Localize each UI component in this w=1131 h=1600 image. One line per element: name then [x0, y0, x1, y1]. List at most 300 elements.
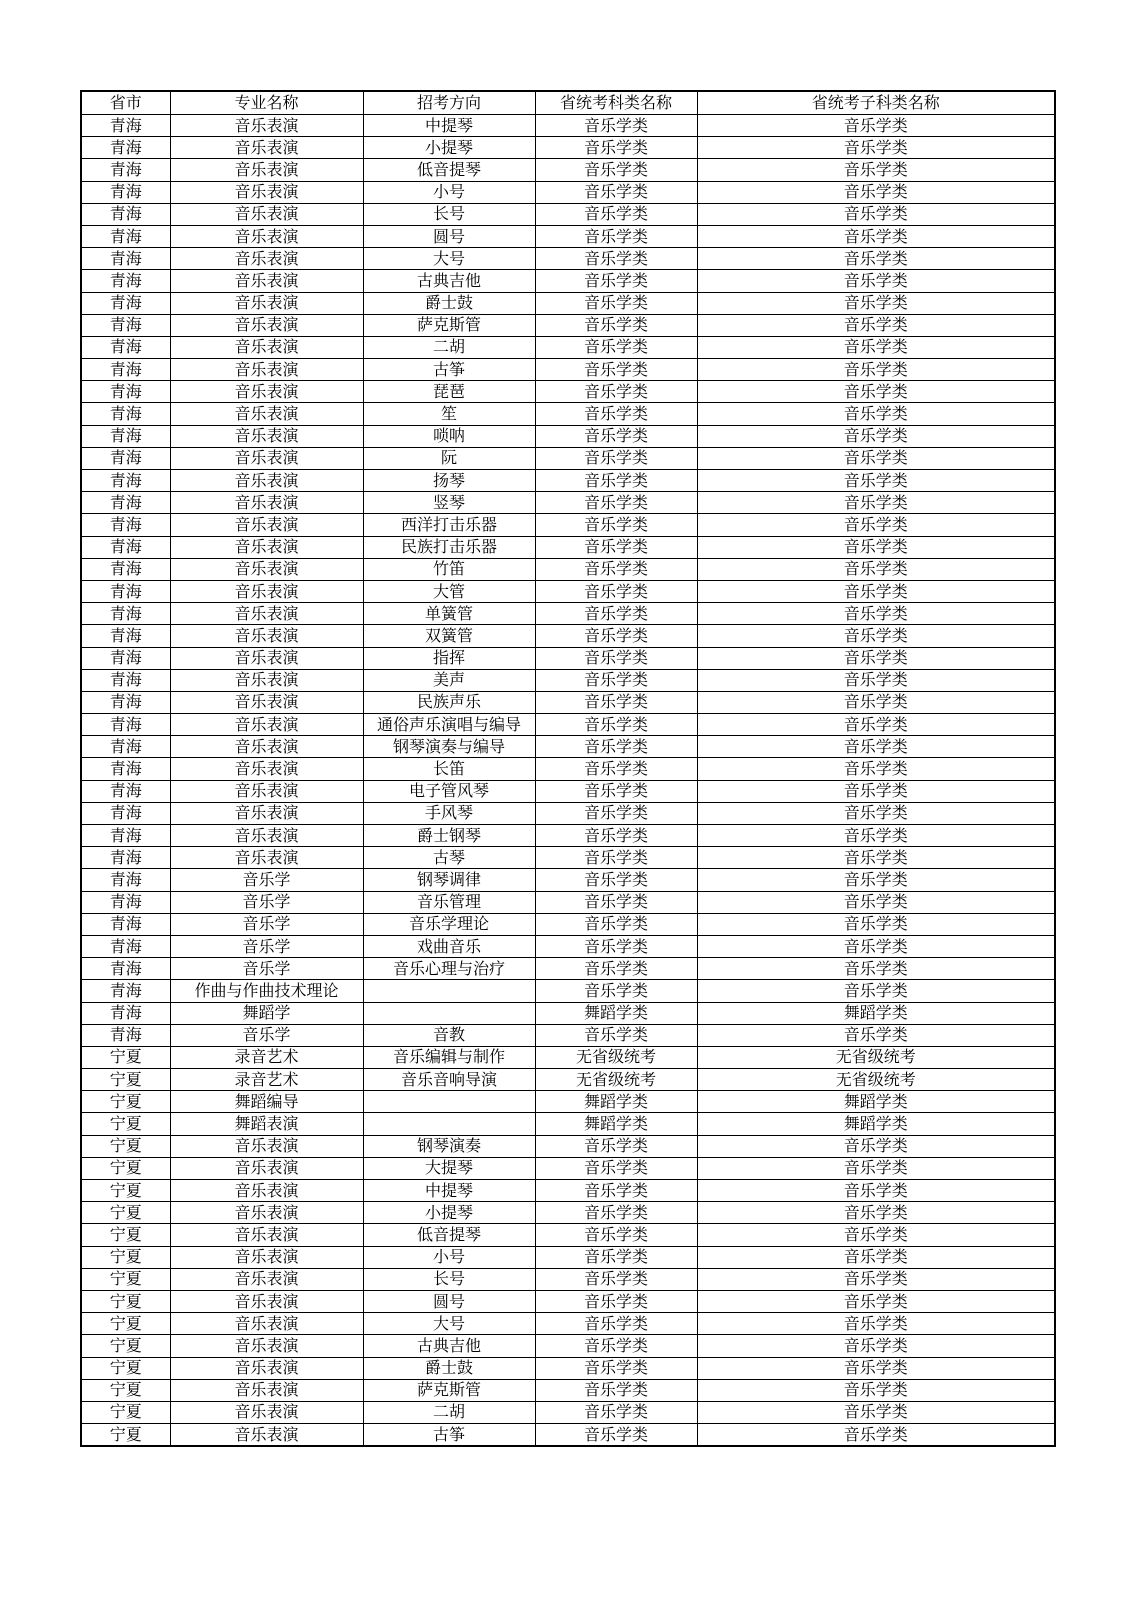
- cell-major-name: 音乐学: [170, 913, 363, 935]
- cell-province: 青海: [81, 536, 170, 558]
- table-row: [81, 980, 1055, 1002]
- cell-exam-category: 舞蹈学类: [535, 1002, 697, 1024]
- cell-exam-category: 音乐学类: [535, 1157, 697, 1179]
- cell-exam-subcategory: 音乐学类: [697, 825, 1055, 847]
- cell-exam-subcategory: 音乐学类: [697, 869, 1055, 891]
- cell-exam-subcategory: 音乐学类: [697, 669, 1055, 691]
- cell-exam-category: 音乐学类: [535, 1424, 697, 1447]
- cell-exam-category: 音乐学类: [535, 336, 697, 358]
- cell-major-name: 音乐表演: [170, 625, 363, 647]
- table-row: [81, 470, 1055, 492]
- cell-exam-subcategory: 音乐学类: [697, 1202, 1055, 1224]
- table-row: [81, 758, 1055, 780]
- cell-province: 青海: [81, 292, 170, 314]
- cell-exam-direction: 大提琴: [363, 1157, 535, 1179]
- cell-exam-direction: 音乐音响导演: [363, 1069, 535, 1091]
- cell-exam-direction: [363, 1113, 535, 1135]
- cell-exam-subcategory: 音乐学类: [697, 780, 1055, 802]
- cell-province: 青海: [81, 714, 170, 736]
- table-row: [81, 1024, 1055, 1046]
- cell-province: 青海: [81, 470, 170, 492]
- cell-major-name: 音乐表演: [170, 758, 363, 780]
- cell-province: 青海: [81, 736, 170, 758]
- cell-major-name: 音乐表演: [170, 292, 363, 314]
- cell-major-name: 音乐表演: [170, 137, 363, 159]
- table-row: [81, 536, 1055, 558]
- table-row: [81, 1002, 1055, 1024]
- cell-exam-subcategory: 音乐学类: [697, 403, 1055, 425]
- cell-exam-subcategory: 舞蹈学类: [697, 1113, 1055, 1135]
- cell-exam-category: 音乐学类: [535, 869, 697, 891]
- cell-exam-category: 音乐学类: [535, 314, 697, 336]
- table-row: [81, 1046, 1055, 1068]
- cell-exam-direction: 二胡: [363, 1401, 535, 1423]
- cell-exam-subcategory: 音乐学类: [697, 580, 1055, 602]
- cell-major-name: 音乐表演: [170, 669, 363, 691]
- cell-exam-category: 音乐学类: [535, 381, 697, 403]
- cell-exam-subcategory: 音乐学类: [697, 625, 1055, 647]
- cell-exam-subcategory: 音乐学类: [697, 492, 1055, 514]
- cell-exam-direction: 圆号: [363, 225, 535, 247]
- cell-exam-direction: 音乐学理论: [363, 913, 535, 935]
- table-header: [81, 91, 1055, 115]
- cell-major-name: 音乐表演: [170, 1335, 363, 1357]
- cell-province: 青海: [81, 137, 170, 159]
- cell-exam-direction: [363, 1091, 535, 1113]
- cell-exam-category: 音乐学类: [535, 891, 697, 913]
- cell-exam-subcategory: 音乐学类: [697, 1379, 1055, 1401]
- cell-province: 青海: [81, 958, 170, 980]
- cell-exam-category: 音乐学类: [535, 225, 697, 247]
- cell-exam-subcategory: 音乐学类: [697, 958, 1055, 980]
- cell-exam-subcategory: 音乐学类: [697, 1424, 1055, 1447]
- cell-province: 青海: [81, 669, 170, 691]
- cell-exam-direction: 民族声乐: [363, 691, 535, 713]
- table-row: [81, 1246, 1055, 1268]
- cell-exam-direction: 民族打击乐器: [363, 536, 535, 558]
- cell-exam-direction: 音教: [363, 1024, 535, 1046]
- cell-major-name: 音乐表演: [170, 159, 363, 181]
- cell-province: 青海: [81, 802, 170, 824]
- cell-exam-subcategory: 音乐学类: [697, 1024, 1055, 1046]
- cell-exam-direction: 电子管风琴: [363, 780, 535, 802]
- cell-province: 青海: [81, 625, 170, 647]
- cell-exam-category: 音乐学类: [535, 958, 697, 980]
- cell-exam-subcategory: 音乐学类: [697, 1224, 1055, 1246]
- cell-major-name: 音乐表演: [170, 1424, 363, 1447]
- cell-province: 青海: [81, 514, 170, 536]
- table-row: [81, 403, 1055, 425]
- cell-major-name: 音乐表演: [170, 492, 363, 514]
- cell-exam-direction: 圆号: [363, 1290, 535, 1312]
- cell-province: 青海: [81, 558, 170, 580]
- cell-exam-subcategory: 音乐学类: [697, 470, 1055, 492]
- cell-province: 青海: [81, 691, 170, 713]
- cell-major-name: 音乐表演: [170, 1202, 363, 1224]
- cell-province: 青海: [81, 780, 170, 802]
- cell-exam-subcategory: 无省级统考: [697, 1069, 1055, 1091]
- table-row: [81, 1290, 1055, 1312]
- table-row: [81, 492, 1055, 514]
- cell-exam-category: 音乐学类: [535, 1357, 697, 1379]
- table-row: [81, 1335, 1055, 1357]
- cell-province: 青海: [81, 381, 170, 403]
- cell-province: 青海: [81, 248, 170, 270]
- cell-exam-category: 音乐学类: [535, 935, 697, 957]
- cell-exam-direction: 钢琴调律: [363, 869, 535, 891]
- cell-province: 宁夏: [81, 1113, 170, 1135]
- cell-province: 宁夏: [81, 1091, 170, 1113]
- cell-exam-subcategory: 音乐学类: [697, 1246, 1055, 1268]
- cell-province: 青海: [81, 159, 170, 181]
- cell-major-name: 音乐表演: [170, 1180, 363, 1202]
- cell-exam-category: 音乐学类: [535, 669, 697, 691]
- cell-exam-category: 音乐学类: [535, 403, 697, 425]
- cell-province: 青海: [81, 359, 170, 381]
- cell-province: 青海: [81, 403, 170, 425]
- cell-exam-direction: 音乐管理: [363, 891, 535, 913]
- table-row: [81, 225, 1055, 247]
- cell-exam-subcategory: 音乐学类: [697, 137, 1055, 159]
- table-row: [81, 714, 1055, 736]
- cell-major-name: 音乐表演: [170, 780, 363, 802]
- cell-major-name: 音乐表演: [170, 736, 363, 758]
- table-row: [81, 1379, 1055, 1401]
- cell-major-name: 音乐表演: [170, 536, 363, 558]
- cell-province: 宁夏: [81, 1290, 170, 1312]
- cell-exam-subcategory: 音乐学类: [697, 1135, 1055, 1157]
- table-row: [81, 181, 1055, 203]
- cell-major-name: 音乐表演: [170, 1246, 363, 1268]
- cell-major-name: 音乐表演: [170, 514, 363, 536]
- table-row: [81, 1113, 1055, 1135]
- cell-major-name: 音乐表演: [170, 203, 363, 225]
- cell-exam-direction: 长笛: [363, 758, 535, 780]
- cell-exam-subcategory: 音乐学类: [697, 935, 1055, 957]
- cell-exam-direction: 小提琴: [363, 1202, 535, 1224]
- cell-exam-direction: 西洋打击乐器: [363, 514, 535, 536]
- cell-exam-direction: 古筝: [363, 359, 535, 381]
- cell-major-name: 舞蹈表演: [170, 1113, 363, 1135]
- table-row: [81, 1357, 1055, 1379]
- cell-exam-direction: 钢琴演奏与编导: [363, 736, 535, 758]
- cell-exam-subcategory: 音乐学类: [697, 802, 1055, 824]
- table-row: [81, 1424, 1055, 1447]
- cell-exam-direction: 美声: [363, 669, 535, 691]
- cell-province: 青海: [81, 314, 170, 336]
- cell-exam-direction: 古筝: [363, 1424, 535, 1447]
- cell-exam-subcategory: 音乐学类: [697, 1180, 1055, 1202]
- cell-province: 青海: [81, 270, 170, 292]
- table-row: [81, 825, 1055, 847]
- cell-exam-direction: 古典吉他: [363, 270, 535, 292]
- table-row: [81, 1069, 1055, 1091]
- cell-exam-subcategory: 音乐学类: [697, 292, 1055, 314]
- table-row: [81, 1180, 1055, 1202]
- table-row: [81, 669, 1055, 691]
- cell-major-name: 音乐表演: [170, 115, 363, 137]
- table-row: [81, 248, 1055, 270]
- cell-exam-subcategory: 音乐学类: [697, 181, 1055, 203]
- cell-province: 青海: [81, 935, 170, 957]
- cell-province: 宁夏: [81, 1268, 170, 1290]
- cell-exam-subcategory: 音乐学类: [697, 603, 1055, 625]
- cell-exam-category: 音乐学类: [535, 980, 697, 1002]
- table-row: [81, 381, 1055, 403]
- cell-major-name: 音乐表演: [170, 603, 363, 625]
- table-row: [81, 558, 1055, 580]
- cell-province: 青海: [81, 1024, 170, 1046]
- cell-major-name: 音乐表演: [170, 1224, 363, 1246]
- table-row: [81, 958, 1055, 980]
- cell-major-name: 音乐表演: [170, 647, 363, 669]
- cell-exam-direction: 戏曲音乐: [363, 935, 535, 957]
- cell-exam-category: 音乐学类: [535, 1224, 697, 1246]
- table-row: [81, 736, 1055, 758]
- cell-exam-category: 音乐学类: [535, 691, 697, 713]
- cell-province: 青海: [81, 758, 170, 780]
- table-row: [81, 802, 1055, 824]
- cell-province: 青海: [81, 115, 170, 137]
- table-row: [81, 1091, 1055, 1113]
- table-row: [81, 1202, 1055, 1224]
- cell-exam-category: 音乐学类: [535, 1313, 697, 1335]
- table-row: [81, 625, 1055, 647]
- cell-province: 青海: [81, 847, 170, 869]
- cell-exam-category: 音乐学类: [535, 1379, 697, 1401]
- cell-exam-category: 无省级统考: [535, 1069, 697, 1091]
- table-row: [81, 1401, 1055, 1423]
- cell-exam-category: 音乐学类: [535, 159, 697, 181]
- cell-exam-subcategory: 音乐学类: [697, 225, 1055, 247]
- table-row: [81, 780, 1055, 802]
- cell-exam-category: 舞蹈学类: [535, 1091, 697, 1113]
- header-exam-category: 省统考科类名称: [535, 91, 697, 115]
- cell-major-name: 音乐表演: [170, 425, 363, 447]
- cell-major-name: 音乐表演: [170, 314, 363, 336]
- table-body: [81, 115, 1055, 1447]
- cell-exam-category: 音乐学类: [535, 425, 697, 447]
- cell-exam-category: 音乐学类: [535, 492, 697, 514]
- cell-major-name: 音乐表演: [170, 381, 363, 403]
- table-row: [81, 1268, 1055, 1290]
- cell-major-name: 音乐学: [170, 869, 363, 891]
- cell-exam-direction: 爵士鼓: [363, 292, 535, 314]
- cell-exam-category: 音乐学类: [535, 447, 697, 469]
- table-row: [81, 1313, 1055, 1335]
- header-exam-direction: 招考方向: [363, 91, 535, 115]
- cell-exam-category: 音乐学类: [535, 780, 697, 802]
- cell-exam-direction: 萨克斯管: [363, 1379, 535, 1401]
- cell-exam-category: 音乐学类: [535, 1401, 697, 1423]
- cell-province: 青海: [81, 913, 170, 935]
- cell-exam-direction: 长号: [363, 1268, 535, 1290]
- cell-major-name: 音乐学: [170, 891, 363, 913]
- cell-exam-direction: 小提琴: [363, 137, 535, 159]
- table-row: [81, 159, 1055, 181]
- cell-province: 宁夏: [81, 1246, 170, 1268]
- cell-exam-direction: [363, 1002, 535, 1024]
- cell-exam-category: 音乐学类: [535, 203, 697, 225]
- cell-exam-category: 音乐学类: [535, 359, 697, 381]
- cell-province: 青海: [81, 492, 170, 514]
- cell-major-name: 音乐学: [170, 958, 363, 980]
- cell-exam-direction: 中提琴: [363, 1180, 535, 1202]
- cell-exam-direction: 小号: [363, 181, 535, 203]
- cell-exam-category: 音乐学类: [535, 847, 697, 869]
- cell-exam-direction: 长号: [363, 203, 535, 225]
- cell-exam-subcategory: 音乐学类: [697, 758, 1055, 780]
- cell-exam-direction: 音乐编辑与制作: [363, 1046, 535, 1068]
- cell-major-name: 音乐表演: [170, 470, 363, 492]
- cell-exam-category: 音乐学类: [535, 736, 697, 758]
- cell-exam-category: 音乐学类: [535, 270, 697, 292]
- cell-major-name: 音乐表演: [170, 336, 363, 358]
- cell-major-name: 音乐表演: [170, 1290, 363, 1312]
- header-row: [81, 91, 1055, 115]
- cell-exam-direction: 低音提琴: [363, 1224, 535, 1246]
- cell-exam-category: 音乐学类: [535, 1268, 697, 1290]
- cell-major-name: 音乐表演: [170, 802, 363, 824]
- cell-major-name: 音乐表演: [170, 580, 363, 602]
- cell-exam-category: 音乐学类: [535, 1135, 697, 1157]
- cell-exam-subcategory: 音乐学类: [697, 425, 1055, 447]
- cell-major-name: 音乐表演: [170, 270, 363, 292]
- cell-exam-subcategory: 无省级统考: [697, 1046, 1055, 1068]
- table-row: [81, 292, 1055, 314]
- cell-exam-direction: 竹笛: [363, 558, 535, 580]
- table-row: [81, 1224, 1055, 1246]
- cell-exam-direction: 爵士钢琴: [363, 825, 535, 847]
- cell-major-name: 音乐表演: [170, 1379, 363, 1401]
- table-row: [81, 1135, 1055, 1157]
- cell-exam-subcategory: 音乐学类: [697, 159, 1055, 181]
- cell-major-name: 音乐表演: [170, 1135, 363, 1157]
- table-row: [81, 336, 1055, 358]
- cell-province: 青海: [81, 580, 170, 602]
- cell-exam-subcategory: 音乐学类: [697, 336, 1055, 358]
- cell-major-name: 录音艺术: [170, 1069, 363, 1091]
- header-major-name: 专业名称: [170, 91, 363, 115]
- cell-province: 青海: [81, 603, 170, 625]
- cell-exam-subcategory: 音乐学类: [697, 514, 1055, 536]
- cell-exam-direction: 小号: [363, 1246, 535, 1268]
- cell-exam-subcategory: 音乐学类: [697, 1357, 1055, 1379]
- cell-exam-subcategory: 音乐学类: [697, 1313, 1055, 1335]
- cell-exam-subcategory: 音乐学类: [697, 913, 1055, 935]
- cell-exam-subcategory: 音乐学类: [697, 447, 1055, 469]
- cell-exam-category: 音乐学类: [535, 470, 697, 492]
- cell-exam-subcategory: 音乐学类: [697, 1157, 1055, 1179]
- table-row: [81, 847, 1055, 869]
- cell-exam-direction: 二胡: [363, 336, 535, 358]
- cell-exam-subcategory: 音乐学类: [697, 115, 1055, 137]
- table-row: [81, 913, 1055, 935]
- cell-exam-direction: 钢琴演奏: [363, 1135, 535, 1157]
- cell-major-name: 音乐表演: [170, 225, 363, 247]
- table-row: [81, 137, 1055, 159]
- cell-exam-direction: 低音提琴: [363, 159, 535, 181]
- cell-major-name: 舞蹈编导: [170, 1091, 363, 1113]
- cell-province: 青海: [81, 825, 170, 847]
- cell-exam-category: 音乐学类: [535, 647, 697, 669]
- cell-exam-subcategory: 音乐学类: [697, 1335, 1055, 1357]
- table-row: [81, 603, 1055, 625]
- table-row: [81, 203, 1055, 225]
- cell-major-name: 音乐表演: [170, 1313, 363, 1335]
- table-row: [81, 869, 1055, 891]
- table-row: [81, 691, 1055, 713]
- cell-exam-category: 舞蹈学类: [535, 1113, 697, 1135]
- cell-exam-category: 音乐学类: [535, 536, 697, 558]
- cell-exam-subcategory: 音乐学类: [697, 359, 1055, 381]
- cell-province: 青海: [81, 425, 170, 447]
- cell-major-name: 音乐学: [170, 935, 363, 957]
- cell-major-name: 音乐表演: [170, 1357, 363, 1379]
- cell-exam-direction: 双簧管: [363, 625, 535, 647]
- cell-exam-category: 音乐学类: [535, 248, 697, 270]
- cell-province: 青海: [81, 647, 170, 669]
- cell-province: 青海: [81, 203, 170, 225]
- cell-exam-subcategory: 音乐学类: [697, 714, 1055, 736]
- cell-major-name: 音乐表演: [170, 403, 363, 425]
- cell-exam-subcategory: 音乐学类: [697, 847, 1055, 869]
- cell-province: 宁夏: [81, 1069, 170, 1091]
- cell-exam-subcategory: 音乐学类: [697, 891, 1055, 913]
- cell-exam-direction: [363, 980, 535, 1002]
- cell-major-name: 音乐表演: [170, 847, 363, 869]
- cell-major-name: 音乐表演: [170, 181, 363, 203]
- cell-exam-category: 音乐学类: [535, 802, 697, 824]
- cell-exam-category: 音乐学类: [535, 292, 697, 314]
- cell-province: 宁夏: [81, 1202, 170, 1224]
- table-row: [81, 1157, 1055, 1179]
- cell-province: 宁夏: [81, 1379, 170, 1401]
- cell-province: 宁夏: [81, 1224, 170, 1246]
- cell-major-name: 音乐表演: [170, 691, 363, 713]
- cell-exam-subcategory: 音乐学类: [697, 1268, 1055, 1290]
- cell-exam-direction: 萨克斯管: [363, 314, 535, 336]
- cell-exam-category: 音乐学类: [535, 625, 697, 647]
- cell-exam-direction: 大管: [363, 580, 535, 602]
- cell-exam-direction: 竖琴: [363, 492, 535, 514]
- cell-province: 宁夏: [81, 1401, 170, 1423]
- cell-exam-category: 音乐学类: [535, 1335, 697, 1357]
- cell-province: 宁夏: [81, 1357, 170, 1379]
- cell-exam-category: 音乐学类: [535, 514, 697, 536]
- cell-exam-category: 音乐学类: [535, 1180, 697, 1202]
- table-row: [81, 359, 1055, 381]
- cell-exam-category: 音乐学类: [535, 181, 697, 203]
- cell-exam-category: 音乐学类: [535, 1024, 697, 1046]
- cell-exam-category: 无省级统考: [535, 1046, 697, 1068]
- cell-exam-subcategory: 音乐学类: [697, 691, 1055, 713]
- header-province: 省市: [81, 91, 170, 115]
- cell-exam-direction: 笙: [363, 403, 535, 425]
- cell-exam-category: 音乐学类: [535, 758, 697, 780]
- cell-exam-subcategory: 音乐学类: [697, 1401, 1055, 1423]
- cell-province: 青海: [81, 447, 170, 469]
- cell-major-name: 音乐学: [170, 1024, 363, 1046]
- cell-major-name: 音乐表演: [170, 714, 363, 736]
- cell-major-name: 音乐表演: [170, 825, 363, 847]
- cell-province: 宁夏: [81, 1313, 170, 1335]
- cell-exam-direction: 古琴: [363, 847, 535, 869]
- cell-exam-subcategory: 音乐学类: [697, 736, 1055, 758]
- cell-province: 青海: [81, 225, 170, 247]
- cell-province: 青海: [81, 336, 170, 358]
- cell-province: 宁夏: [81, 1046, 170, 1068]
